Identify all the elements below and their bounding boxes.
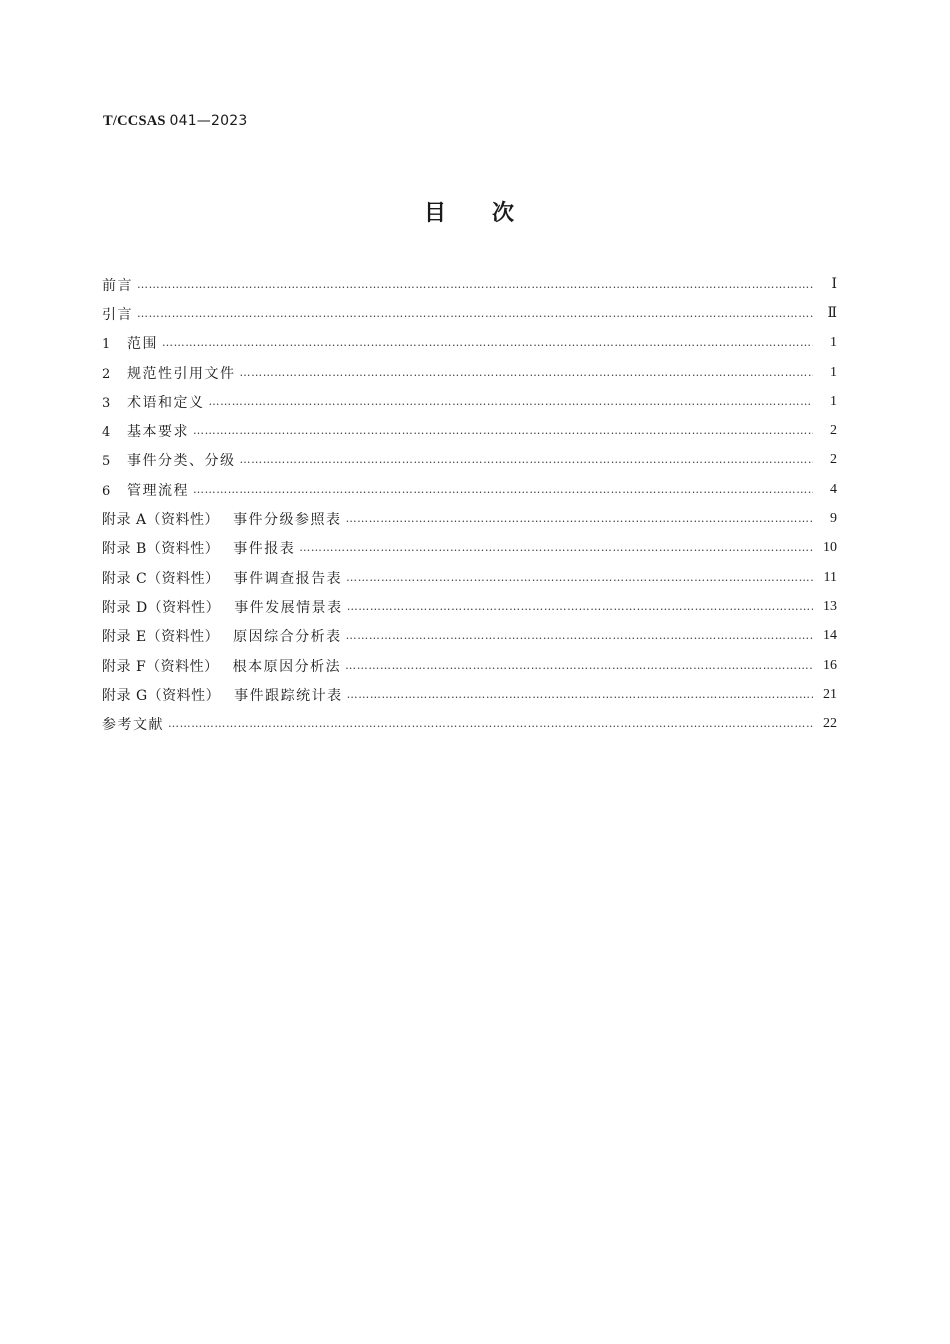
toc-entry-label: 管理流程 xyxy=(127,482,189,499)
toc-entry-section-1[interactable] xyxy=(102,329,837,358)
toc-entry-label: 术语和定义 xyxy=(127,394,205,411)
toc-entry-page: 1 xyxy=(830,335,837,351)
toc-entry-page: 10 xyxy=(823,540,837,556)
dot-leader xyxy=(346,571,813,585)
dot-leader xyxy=(347,688,813,702)
dot-leader xyxy=(137,278,813,292)
appendix-designation: 附录 D（资料性） xyxy=(102,599,221,616)
toc-entry-page: 11 xyxy=(823,569,837,585)
dot-leader xyxy=(299,541,813,555)
toc-entry-label: 原因综合分析表 xyxy=(233,629,342,646)
section-number: 4 xyxy=(102,425,111,441)
toc-entry-page: Ⅰ xyxy=(831,277,837,293)
toc-entry-text xyxy=(102,480,193,500)
toc-entry-label: 事件分类、分级 xyxy=(127,453,236,470)
toc-entry-appendix-g[interactable] xyxy=(102,680,837,709)
standard-number: 041—2023 xyxy=(169,113,248,129)
toc-entry-appendix-f[interactable] xyxy=(102,651,837,680)
section-number: 5 xyxy=(102,454,111,470)
appendix-designation: 附录 F（资料性） xyxy=(102,658,219,675)
toc-entry-label: 事件发展情景表 xyxy=(234,599,343,616)
toc-entry-page: 9 xyxy=(830,511,837,527)
toc-entry-text xyxy=(102,363,240,383)
section-number: 1 xyxy=(102,337,111,353)
table-of-contents xyxy=(102,270,837,739)
dot-leader xyxy=(193,483,813,497)
toc-entry-label: 事件调查报告表 xyxy=(233,570,343,587)
toc-entry-page: Ⅱ xyxy=(827,306,837,322)
toc-entry-appendix-b[interactable] xyxy=(102,534,837,563)
toc-entry-bibliography[interactable] xyxy=(102,709,837,738)
appendix-designation: 附录 G（资料性） xyxy=(102,687,221,704)
toc-entry-text xyxy=(102,333,162,353)
toc-entry-label: 事件跟踪统计表 xyxy=(234,687,343,704)
toc-entry-page: 2 xyxy=(830,452,837,468)
toc-entry-appendix-c[interactable] xyxy=(102,563,837,592)
toc-entry-text xyxy=(102,392,209,412)
dot-leader xyxy=(347,600,813,614)
appendix-designation: 附录 E（资料性） xyxy=(102,629,220,646)
toc-entry-page: 4 xyxy=(830,481,837,497)
toc-entry-appendix-a[interactable] xyxy=(102,504,837,533)
toc-entry-label: 规范性引用文件 xyxy=(127,365,236,382)
section-number: 6 xyxy=(102,483,111,499)
toc-entry-page: 13 xyxy=(823,598,837,614)
toc-entry-page: 21 xyxy=(823,686,837,702)
standard-prefix: T/CCSAS xyxy=(103,113,166,129)
section-number: 2 xyxy=(102,366,111,382)
dot-leader xyxy=(345,659,813,673)
toc-entry-text xyxy=(102,538,299,558)
dot-leader xyxy=(137,307,813,321)
toc-entry-label: 基本要求 xyxy=(127,424,189,441)
toc-entry-label: 前言 xyxy=(102,277,133,294)
toc-entry-text xyxy=(102,597,347,617)
toc-entry-page: 16 xyxy=(823,657,837,673)
toc-entry-text xyxy=(102,626,346,646)
toc-entry-page: 1 xyxy=(830,364,837,380)
toc-entry-foreword[interactable] xyxy=(102,270,837,299)
dot-leader xyxy=(162,336,813,350)
dot-leader xyxy=(168,717,813,731)
toc-entry-text xyxy=(102,568,346,588)
toc-entry-text xyxy=(102,421,193,441)
toc-entry-appendix-e[interactable] xyxy=(102,622,837,651)
toc-title: 目次 xyxy=(423,201,560,226)
standard-code xyxy=(103,113,247,130)
toc-entry-section-6[interactable] xyxy=(102,475,837,504)
toc-entry-section-4[interactable] xyxy=(102,416,837,445)
dot-leader xyxy=(346,629,813,643)
section-number: 3 xyxy=(102,395,111,411)
toc-entry-page: 22 xyxy=(823,716,837,732)
toc-entry-text xyxy=(102,656,345,676)
toc-entry-section-2[interactable] xyxy=(102,358,837,387)
toc-entry-introduction[interactable] xyxy=(102,299,837,328)
appendix-designation: 附录 B（资料性） xyxy=(102,541,220,558)
toc-entry-page: 2 xyxy=(830,423,837,439)
dot-leader xyxy=(346,512,813,526)
toc-entry-label: 事件报表 xyxy=(233,541,296,558)
dot-leader xyxy=(193,424,813,438)
toc-entry-page: 14 xyxy=(823,628,837,644)
toc-entry-text xyxy=(102,450,240,470)
dot-leader xyxy=(240,453,814,467)
appendix-designation: 附录 A（资料性） xyxy=(102,512,220,529)
toc-entry-label: 事件分级参照表 xyxy=(233,512,342,529)
dot-leader xyxy=(209,395,814,409)
toc-entry-label: 根本原因分析法 xyxy=(232,658,342,675)
toc-entry-label: 范围 xyxy=(127,336,158,353)
toc-entry-label: 参考文献 xyxy=(102,717,164,734)
toc-entry-label: 引言 xyxy=(102,306,133,323)
toc-entry-appendix-d[interactable] xyxy=(102,592,837,621)
toc-entry-text xyxy=(102,509,346,529)
toc-entry-text xyxy=(102,685,347,705)
appendix-designation: 附录 C（资料性） xyxy=(102,570,220,587)
dot-leader xyxy=(240,366,814,380)
toc-entry-section-5[interactable] xyxy=(102,446,837,475)
toc-entry-section-3[interactable] xyxy=(102,387,837,416)
toc-entry-page: 1 xyxy=(830,393,837,409)
